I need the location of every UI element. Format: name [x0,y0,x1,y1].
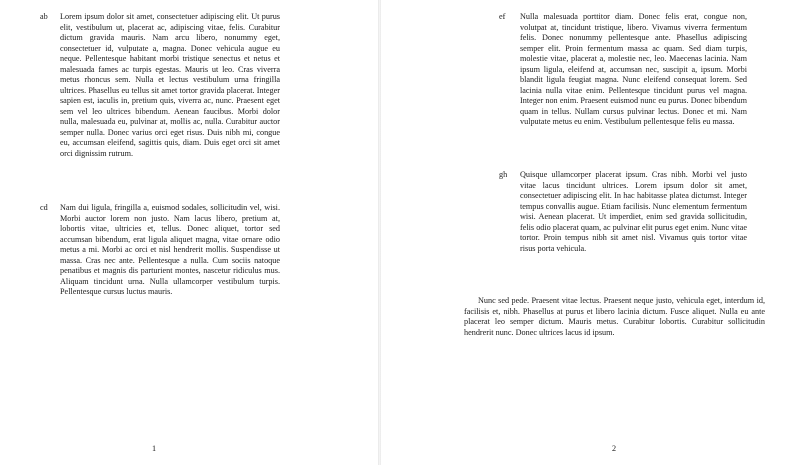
page-2 [381,0,800,465]
body-paragraph: Nunc sed pede. Praesent vitae lectus. Praesent neque justo, vehicula eget, interdum id, facilisis et, nibh. Phasellus at purus et libero lacinia dictum. Fusce aliquet. Nulla eu ante placerat leo semper dictum. Mauris metus. Curabitur lobortis. Curabitur sollicitudin hendrerit nunc. Donec ultrices lacus id ipsum. [464,296,765,337]
entry-text-ef: Nulla malesuada porttitor diam. Donec felis erat, congue non, volutpat at, tincidunt tristique, libero. Vivamus viverra fermentum felis. Donec nonummy pellentesque ante. Phasellus adipiscing semper elit. Proin fermentum massa ac quam. Sed diam turpis, molestie vitae, placerat a, molestie nec, leo. Maecenas lacinia. Nam ipsum ligula, eleifend at, accumsan nec, suscipit a, ipsum. Morbi blandit ligula feugiat magna. Nunc eleifend consequat lorem. Sed lacinia nulla vitae enim. Pellentesque tincidunt purus vel magna. Integer non enim. Praesent euismod nunc eu purus. Donec bibendum quam in tellus. Nullam cursus pulvinar lectus. Donec et mi. Nam vulputate metus eu enim. Vestibulum pellentesque felis eu massa. [520,12,747,126]
entry-text-ab: Lorem ipsum dolor sit amet, consectetuer adipiscing elit. Ut purus elit, vestibulum ut, placerat ac, adipiscing vitae, felis. Curabitur dictum gravida mauris. Nam arcu libero, nonummy eget, consectetuer id, vulputate a, magna. Donec vehicula augue eu neque. Pellentesque habitant morbi tristique senectus et netus et malesuada fames ac turpis egestas. Mauris ut leo. Cras viverra metus rhoncus sem. Nulla et lectus vestibulum urna fringilla ultrices. Phasellus eu tellus sit amet tortor gravida placerat. Integer sapien est, iaculis in, pretium quis, viverra ac, nunc. Praesent eget sem vel leo ultrices bibendum. Aenean faucibus. Morbi dolor nulla, malesuada eu, pulvinar at, mollis ac, nulla. Curabitur auctor semper nulla. Donec varius orci eget risus. Duis nibh mi, congue eu, accumsan eleifend, sagittis quis, diam. Duis eget orci sit amet orci dignissim rutrum. [60,12,280,158]
entry-label-gh: gh [499,170,508,179]
page-1 [0,0,378,465]
entry-text-gh: Quisque ullamcorper placerat ipsum. Cras nibh. Morbi vel justo vitae lacus tincidunt ultrices. Lorem ipsum dolor sit amet, consectetuer adipiscing elit. In hac habitasse platea dictumst. Integer tempus convallis augue. Etiam facilisis. Nunc elementum fermentum wisi. Aenean placerat. Ut imperdiet, enim sed gravida sollicitudin, felis odio placerat quam, ac pulvinar elit purus eget enim. Nunc vitae tortor. Proin tempus nibh sit amet nisl. Vivamus quis tortor vitae risus porta vehicula. [520,170,747,253]
entry-label-cd: cd [40,203,48,212]
entry-label-ab: ab [40,12,48,21]
entry-label-ef: ef [499,12,506,21]
page-number-1: 1 [151,444,157,453]
page-number-2: 2 [611,444,617,453]
entry-text-cd: Nam dui ligula, fringilla a, euismod sodales, sollicitudin vel, wisi. Morbi auctor lorem non justo. Nam lacus libero, pretium at, lobortis vitae, ultricies et, tellus. Donec aliquet, tortor sed accumsan bibendum, erat ligula aliquet magna, vitae ornare odio metus a mi. Morbi ac orci et nisl hendrerit mollis. Suspendisse ut massa. Cras nec ante. Pellentesque a nulla. Cum sociis natoque penatibus et magnis dis parturient montes, nascetur ridiculus mus. Aliquam tincidunt urna. Nulla ullamcorper vestibulum turpis. Pellentesque cursus luctus mauris. [60,203,280,296]
